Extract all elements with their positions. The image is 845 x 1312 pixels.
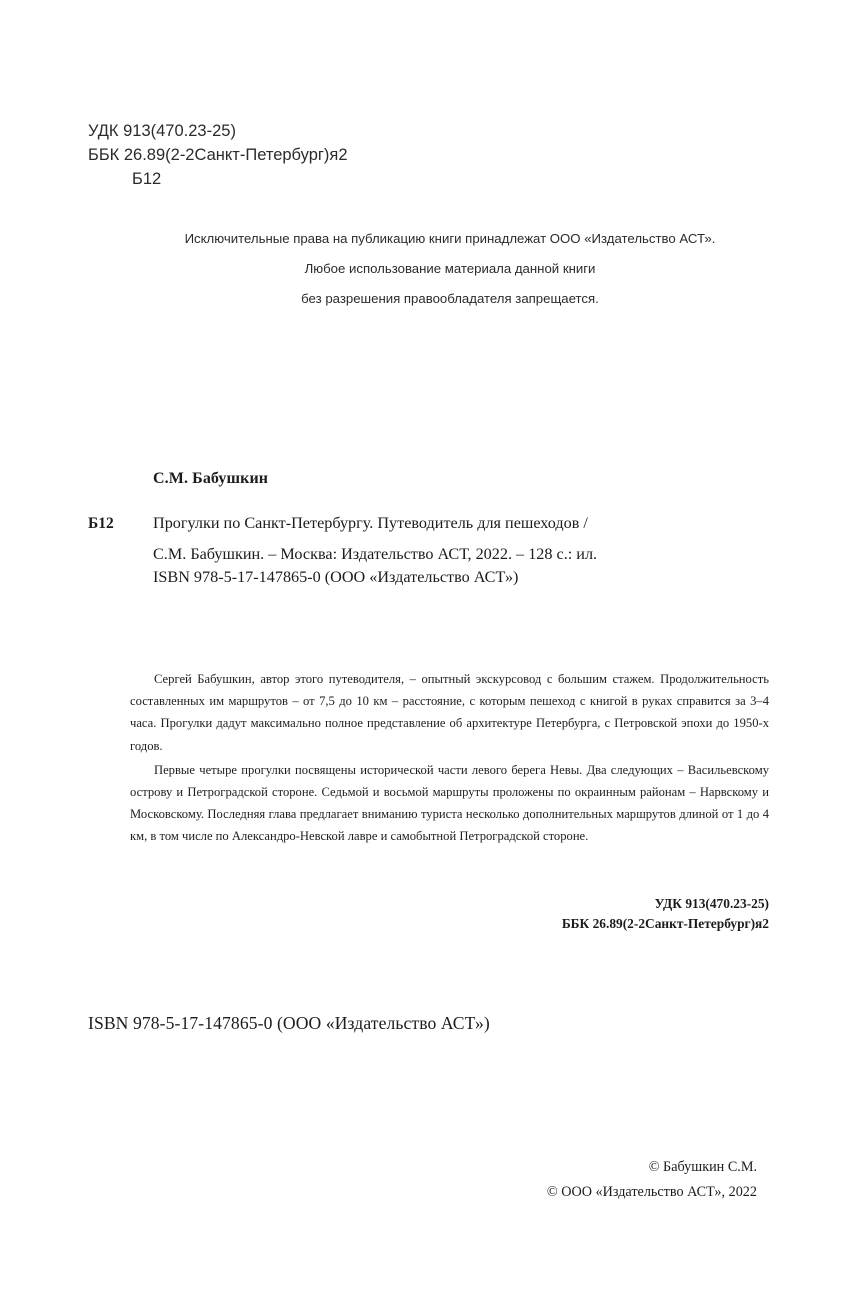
bbk-code-bottom: ББК 26.89(2-2Санкт-Петербург)я2	[561, 916, 769, 931]
rights-notice-line-2: Любое использование материала данной книги	[304, 261, 596, 276]
biblio-title-text	[153, 508, 788, 570]
copyright-line-author: © Бабушкин С.М.	[648, 1159, 757, 1175]
rights-notice-line-3: без разрешения правообладателя запрещается.	[301, 291, 599, 306]
annotation-paragraph-1: Сергей Бабушкин, автор этого путеводителя, – опытный экскурсовод с большим стажем. Продолжительность составленных им маршрутов – от 7,5 до 10 км – расстояние, с которым пешеход с книгой в руках справится за 3–4 часа. Прогулки дадут максимально полное представление об архитектуре Петербурга, с Петровской эпохи до 1950-х годов.	[130, 672, 769, 753]
author-name: С.М. Бабушкин	[153, 470, 269, 487]
classification-bottom-block	[400, 894, 769, 934]
rights-notice-block	[120, 224, 780, 314]
biblio-author-mark: Б12	[88, 515, 114, 532]
udk-code-bottom: УДК 913(470.23-25)	[654, 896, 769, 911]
bibliographic-description	[88, 508, 788, 570]
author-mark-top: Б12	[132, 170, 162, 188]
biblio-title-line-1: Прогулки по Санкт-Петербургу. Путеводитель для пешеходов /	[153, 514, 588, 532]
biblio-isbn: ISBN 978-5-17-147865-0 (ООО «Издательство АСТ»)	[153, 568, 519, 586]
rights-notice-line-1: Исключительные права на публикацию книги принадлежат ООО «Издательство АСТ».	[184, 231, 716, 246]
biblio-row	[88, 508, 788, 570]
annotation-paragraph-2: Первые четыре прогулки посвящены исторической части левого берега Невы. Два следующих – Васильевскому острову и Петроградской стороне. Седьмой и восьмой маршруты проложены по окраинным районам – Нарвскому и Московскому. Последняя глава предлагает вниманию туриста несколько дополнительных маршрутов длиной от 1 до 4 км, в том числе по Александро-Невской лавре и самобытной Петроградской стороне.	[130, 762, 769, 844]
copyright-line-publisher: © ООО «Издательство АСТ», 2022	[546, 1184, 757, 1200]
isbn-main: ISBN 978-5-17-147865-0 (ООО «Издательство АСТ»)	[88, 1013, 490, 1033]
classification-top-block	[88, 119, 348, 191]
annotation-block	[130, 668, 769, 848]
bbk-code-top: ББК 26.89(2-2Санкт-Петербург)я2	[88, 146, 348, 164]
udk-code-top: УДК 913(470.23-25)	[88, 122, 236, 140]
copyright-block	[400, 1155, 757, 1205]
biblio-title-line-2: С.М. Бабушкин. – Москва: Издательство АСТ, 2022. – 128 с.: ил.	[153, 545, 598, 563]
